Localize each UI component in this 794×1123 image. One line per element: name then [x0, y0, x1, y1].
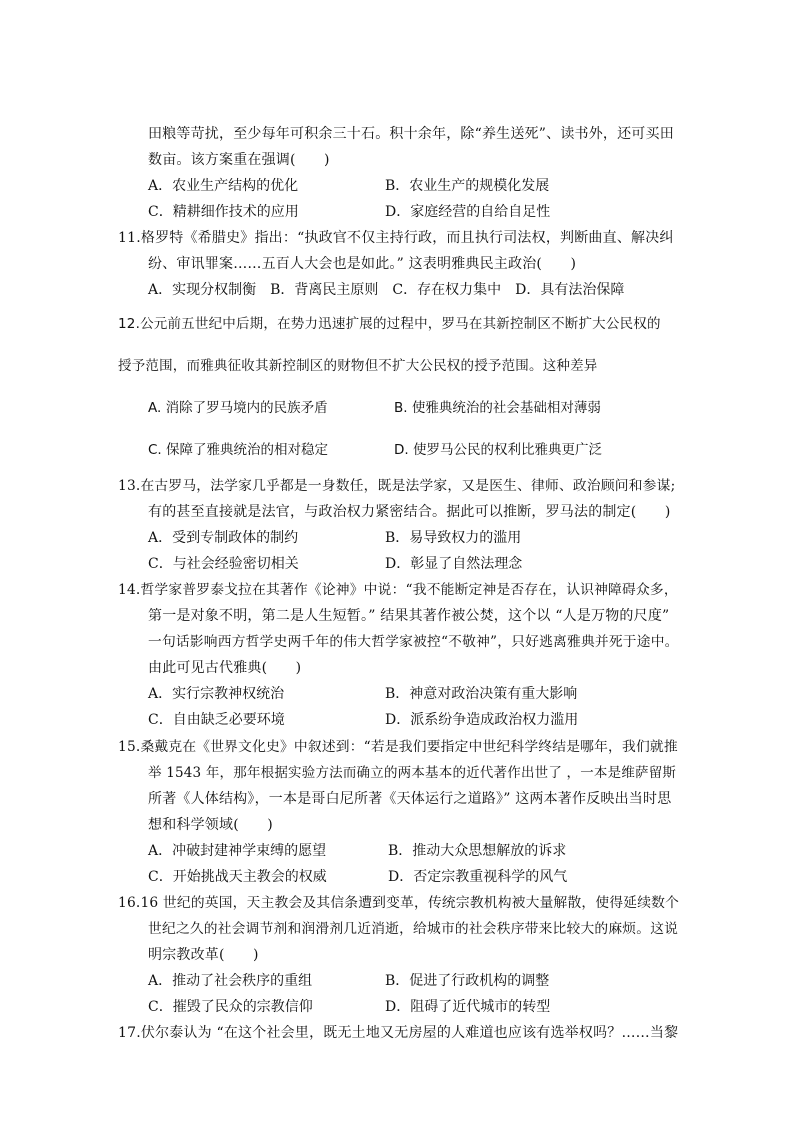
q13-text-line-1: 13.在古罗马，法学家几乎都是一身数任，既是法学家，又是医生、律师、政治顾问和参谋;	[118, 478, 676, 494]
q16-text-line-1: 16.16 世纪的英国，天主教会及其信条遭到变革，传统宗教机构被大量解散，使得延续数个	[118, 895, 680, 911]
q17-text-line-1: 17.伏尔泰认为 “在这个社会里，既无土地又无房屋的人难道也应该有选举权吗？……当黎	[118, 1025, 679, 1041]
q15-text-line-2: 举 1543 年，那年根据实验方法而确立的两本基本的近代著作出世了 ，一本是维萨留斯	[148, 765, 677, 781]
q16-option-b: B．促进了行政机构的调整	[385, 973, 550, 989]
q14-option-d: D．派系纷争造成政治权力滥用	[385, 712, 579, 728]
q12-option-d: D. 使罗马公民的权利比雅典更广泛	[394, 442, 602, 458]
q14-option-c: C．自由缺乏必要环境	[148, 712, 285, 728]
q11-text-line-2: 纷、审讯罪案……五百人大会也是如此。” 这表明雅典民主政治( )	[148, 256, 577, 272]
q15-text-line-1: 15.桑戴克在《世界文化史》中叙述到：“若是我们要指定中世纪科学终结是哪年，我们就推	[118, 739, 678, 755]
q12-text-line-2: 授予范围，而雅典征收其新控制区的财物但不扩大公民权的授予范围。这种差异	[118, 358, 598, 374]
q13-option-d: D．彰显了自然法理念	[385, 556, 523, 572]
q15-option-d: D．否定宗教重视科学的风气	[388, 869, 568, 885]
q10-text-line-2: 数亩。该方案重在强调( )	[148, 152, 330, 168]
q12-option-b: B. 使雅典统治的社会基础相对薄弱	[394, 400, 601, 416]
q14-option-a: A．实行宗教神权统治	[148, 686, 285, 702]
q10-option-d: D．家庭经营的自给自足性	[385, 204, 551, 220]
q14-text-line-1: 14.哲学家普罗泰戈拉在其著作《论神》中说：“我不能断定神是否存在，认识神障碍众多，	[118, 582, 678, 598]
q11-text-line-1: 11.格罗特《希腊史》指出：“执政官不仅主持行政，而且执行司法权，判断曲直、解决纠	[118, 230, 674, 246]
q10-text-line-1: 田粮等苛扰，至少每年可积余三十石。积十余年，除“养生送死”、读书外，还可买田	[148, 126, 674, 142]
q13-option-c: C．与社会经验密切相关	[148, 556, 299, 572]
q10-option-b: B．农业生产的规模化发展	[385, 178, 550, 194]
q13-option-b: B．易导致权力的滥用	[385, 530, 522, 546]
q10-option-c: C．精耕细作技术的应用	[148, 204, 299, 220]
q13-text-line-2: 有的甚至直接就是法官，与政治权力紧密结合。据此可以推断，罗马法的制定( )	[148, 504, 671, 520]
q12-option-c: C. 保障了雅典统治的相对稳定	[148, 442, 329, 458]
q14-text-line-4: 由此可见古代雅典( )	[148, 660, 302, 676]
q14-option-b: B．神意对政治决策有重大影响	[385, 686, 578, 702]
q14-text-line-3: 一句话影响西方哲学史两千年的伟大哲学家被控“不敬神”，只好逃离雅典并死于途中。	[148, 634, 679, 650]
q16-option-d: D．阻碍了近代城市的转型	[385, 999, 551, 1015]
q16-text-line-2: 世纪之久的社会调节剂和润滑剂几近消逝，给城市的社会秩序带来比较大的麻烦。这说	[148, 921, 679, 937]
q15-text-line-3: 所著《人体结构》，一本是哥白尼所著《天体运行之道路》” 这两本著作反映出当时思	[148, 791, 672, 807]
q14-text-line-2: 第一是对象不明，第二是人生短暂。” 结果其著作被公焚，这个以 “人是万物的尺度”	[148, 608, 670, 624]
q10-option-a: A．农业生产结构的优化	[148, 178, 299, 194]
q16-option-c: C．摧毁了民众的宗教信仰	[148, 999, 313, 1015]
q16-option-a: A．推动了社会秩序的重组	[148, 973, 313, 989]
q16-text-line-3: 明宗教改革( )	[148, 947, 259, 963]
q15-option-a: A．冲破封建神学束缚的愿望	[148, 843, 327, 859]
q12-text-line-1: 12.公元前五世纪中后期，在势力迅速扩展的过程中，罗马在其新控制区不断扩大公民权的	[118, 316, 661, 332]
q12-option-a: A. 消除了罗马境内的民族矛盾	[148, 400, 328, 416]
q15-option-b: B．推动大众思想解放的诉求	[388, 843, 567, 859]
q15-text-line-4: 想和科学领域( )	[148, 817, 273, 833]
q15-option-c: C．开始挑战天主教会的权威	[148, 869, 327, 885]
q13-option-a: A．受到专制政体的制约	[148, 530, 299, 546]
q11-options: A．实现分权制衡 B．背离民主原则 C．存在权力集中 D．具有法治保障	[148, 282, 625, 298]
